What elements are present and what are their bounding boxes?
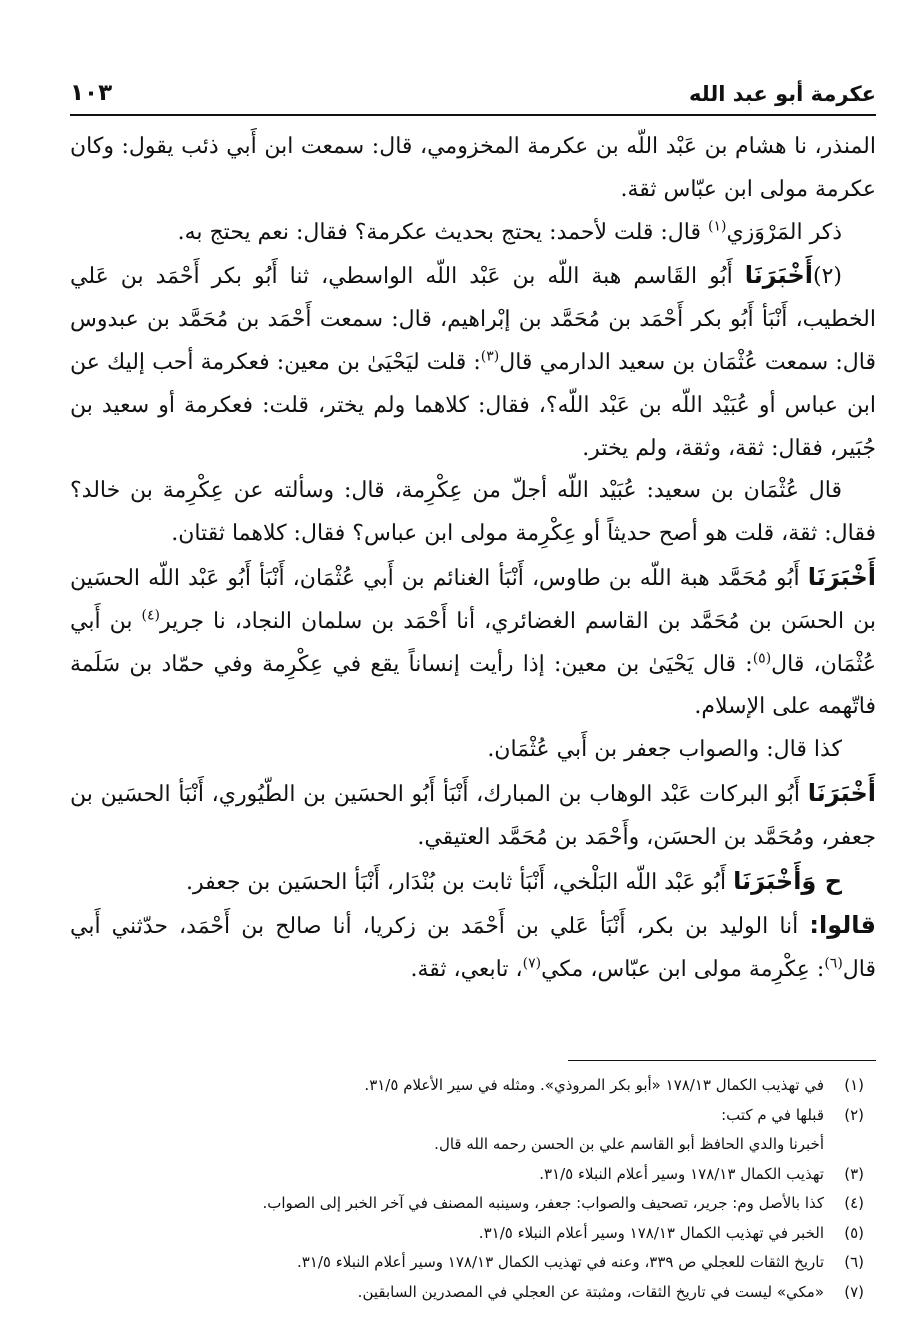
text-span: كذا قال: والصواب جعفر بن أَبي عُثْمَان. [487,737,842,763]
footnote-text: قبلها في م كتب: [721,1105,824,1124]
footnote-text: أخبرنا والدي الحافظ أبو القاسم علي بن الحسن رحمه الله قال. [434,1135,824,1153]
footnote-3 [70,1160,876,1190]
text-span: : قال يَحْيَىٰ بن معين: إذا رأيت إنساناً يقع في عِكْرِمة وفي حمّاد بن سَلَمة فاتّهمه على الإسلام. [70,651,876,720]
paragraph-4 [70,470,876,556]
page-number: ١٠٣ [70,80,113,106]
paragraph-5 [70,556,876,729]
paragraph-8 [70,860,876,905]
text-span: قال عُثْمَان بن سعيد: عُبَيْد اللّه أجلّ من عِكْرِمة، قال: وسألته عن عِكْرِمة بن خالد؟ فقال: ثقة، قلت هو أصح حديثاً أو عِكْرِمة مولى ابن عباس؟ فقال: كلاهما ثقتان. [70,478,876,547]
footnote-1 [70,1071,876,1101]
main-text [70,126,876,992]
paragraph-3 [70,254,876,470]
lead-word: ح وَأَخْبَرَنَا [733,866,842,895]
paragraph-2 [70,212,876,255]
footnote-5 [70,1219,876,1249]
footnote-text: الخبر في تهذيب الكمال ١٧٨/١٣ وسير أعلام النبلاء ٣١/٥. [478,1223,824,1242]
text-span: ذكر المَرْوَزي [726,219,842,245]
footnote-ref[interactable]: (٦) [824,955,843,972]
text-span: أنا الوليد بن بكر، أَنْبَأ عَلي بن أَحْمَد بن زكريا، أنا صالح بن أَحْمَد، حدّثني أَبي قال [70,914,876,983]
footnote-2 [70,1101,876,1131]
footnote-text: «مكي» ليست في تاريخ الثقات، ومثبتة عن العجلي في المصدرين السابقين. [357,1282,824,1301]
paragraph-1 [70,126,876,212]
running-header [70,78,876,116]
footnote-list [70,1071,876,1307]
footnote-ref[interactable]: (٧) [522,955,542,972]
footnote-divider [568,1060,876,1061]
footnote-number: (٤) [844,1194,864,1212]
text-span: قال: قلت لأحمد: يحتج بحديث عكرمة؟ فقال: نعم يحتج به. [177,219,708,245]
footnote-7 [70,1278,876,1308]
lead-word: أَخْبَرَنَا [807,562,876,591]
footnote-text: في تهذيب الكمال ١٧٨/١٣ «أبو بكر المروذي». ومثله في سير الأعلام ٣١/٥. [364,1076,824,1094]
text-span: : عِكْرِمة مولى ابن عبّاس، مكي [541,957,825,983]
text-span: : قلت ليَحْيَىٰ بن معين: فعكرمة أحب إليك عن ابن عباس أو عُبَيْد اللّه بن عَبْد اللّه؟، فقال: كلاهما ولم يختر، قلت: فعكرمة أو سعيد بن جُبَير، فقال: ثقة، وثقة، ولم يختر. [70,349,876,461]
lead-word: أَخْبَرَنَا [807,778,876,807]
footnotes [70,1060,876,1307]
footnote-2-quote [70,1130,876,1160]
footnote-ref[interactable]: (١) [707,218,727,235]
running-title: عكرمة أبو عبد الله [689,82,876,106]
paragraph-7 [70,772,876,860]
text-span: أَبُو مُحَمَّد هبة اللّه بن طاوس، أَنْبَأ الغنائم بن أَبي عُثْمَان، أَنْبَأ أَبُو عَبْد اللّه الحسَين بن الحسَن بن مُحَمَّد بن القاسم الغضائري، أنا أَحْمَد بن سلمان النجاد، نا جرير [70,565,876,634]
footnote-number: (١) [844,1076,864,1094]
footnote-text: تهذيب الكمال ١٧٨/١٣ وسير أعلام النبلاء ٣١/٥. [539,1164,824,1183]
footnote-ref[interactable]: (٣) [480,348,500,365]
footnote-number: (٧) [844,1282,864,1301]
paragraph-6 [70,729,876,772]
footnote-ref-inline[interactable]: (٢) [812,264,842,290]
footnote-text: كذا بالأصل وم: جرير، تصحيف والصواب: جعفر، وسينبه المصنف في آخر الخبر إلى الصواب. [262,1194,824,1212]
text-span: بن أَبي عُثْمَان، قال [70,608,876,677]
footnote-number: (٦) [844,1253,864,1271]
footnote-text: تاريخ الثقات للعجلي ص ٣٣٩، وعنه في تهذيب الكمال ١٧٨/١٣ وسير أعلام النبلاء ٣١/٥. [296,1253,824,1271]
footnote-number: (٣) [844,1164,864,1183]
text-span: أَبُو عَبْد اللّه البَلْخي، أَنْبَأ ثابت بن بُنْدَار، أَنْبَأ الحسَين بن جعفر. [185,869,734,895]
footnote-6 [70,1248,876,1278]
text-span: المنذر، نا هشام بن عَبْد اللّه بن عكرمة المخزومي، قال: سمعت ابن أَبي ذئب يقول: وكان عكرمة مولى ابن عبّاس ثقة. [70,134,876,202]
footnote-4 [70,1189,876,1219]
footnote-ref[interactable]: (٥) [752,650,772,667]
text-span: أَبُو القَاسم هبة اللّه بن عَبْد اللّه الواسطي، ثنا أَبُو بكر أَحْمَد بن عَلي الخطيب، أَنْبَأ أَبُو بكر أَحْمَد بن مُحَمَّد بن إبْراهيم، قال: سمعت أَحْمَد بن مُحَمَّد بن عبدوس قال: سمعت عُثْمَان بن سعيد الدارمي قال [70,264,876,375]
footnote-number: (٢) [844,1105,864,1124]
text-span: ، تابعي، ثقة. [410,957,523,983]
book-page [70,78,876,1310]
paragraph-9 [70,904,876,992]
footnote-number: (٥) [844,1223,864,1242]
text-span: أَبُو البركات عَبْد الوهاب بن المبارك، أَنْبَأ أَبُو الحسَين بن الطّيُوري، أَنْبَأ الحسَين بن جعفر، ومُحَمَّد بن الحسَن، وأَحْمَد بن مُحَمَّد العتيقي. [70,781,876,850]
lead-word: قالوا: [809,911,876,940]
lead-word: أَخْبَرَنَا [744,261,813,290]
footnote-ref[interactable]: (٤) [141,607,160,624]
